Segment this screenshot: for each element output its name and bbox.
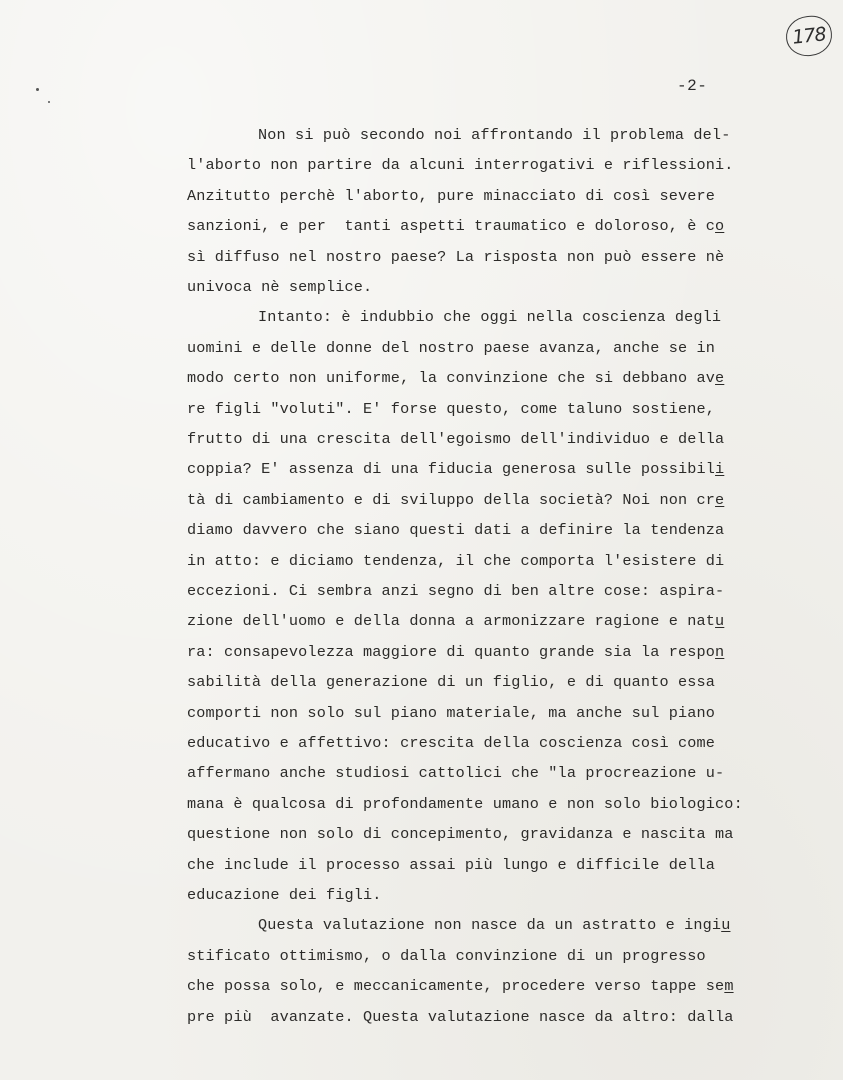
text-line: Questa valutazione non nasce da un astratto e ingiu	[258, 916, 731, 935]
text-line: modo certo non uniforme, la convinzione che si debbano ave	[187, 369, 725, 388]
text-line: coppia? E' assenza di una fiducia generosa sulle possibili	[187, 460, 725, 479]
text-line: educazione dei figli.	[187, 886, 382, 904]
text-line: Anzitutto perchè l'aborto, pure minacciato di così severe	[187, 186, 716, 205]
text-line: frutto di una crescita dell'egoismo dell'individuo e della	[187, 430, 725, 448]
underlined-hyphenation: u	[721, 916, 731, 935]
stray-ink-mark	[36, 88, 39, 91]
underlined-hyphenation: n	[715, 642, 725, 661]
text-line: zione dell'uomo e della donna a armonizzare ragione e natu	[187, 612, 725, 631]
underlined-hyphenation: e	[715, 369, 725, 388]
text-line: sì diffuso nel nostro paese? La risposta non può essere nè	[187, 247, 725, 266]
underlined-hyphenation: u	[715, 612, 725, 631]
page-number: -2-	[677, 77, 708, 95]
text-line: educativo e affettivo: crescita della coscienza così come	[187, 734, 716, 752]
text-line: in atto: e diciamo tendenza, il che comporta l'esistere di	[187, 551, 725, 570]
archive-stamp	[784, 14, 834, 59]
stray-ink-mark	[48, 101, 50, 103]
text-line: tà di cambiamento e di sviluppo della società? Noi non cre	[187, 490, 725, 509]
text-line: Non si può secondo noi affrontando il problema del-	[258, 126, 731, 144]
underlined-hyphenation: e	[715, 490, 725, 509]
text-line: sabilità della generazione di un figlio, e di quanto essa	[187, 673, 716, 692]
text-line: univoca nè semplice.	[187, 278, 373, 296]
underlined-hyphenation: o	[715, 217, 725, 236]
text-line: questione non solo di concepimento, gravidanza e nascita ma	[187, 825, 734, 844]
text-line: re figli "voluti". E' forse questo, come taluno sostiene,	[187, 399, 716, 418]
text-line: sanzioni, e per tanti aspetti traumatico e doloroso, è co	[187, 217, 725, 236]
text-line: stificato ottimismo, o dalla convinzione di un progresso	[187, 946, 706, 965]
text-line: mana è qualcosa di profondamente umano e non solo biologico:	[187, 794, 743, 813]
text-line: pre più avanzate. Questa valutazione nasce da altro: dalla	[187, 1007, 734, 1026]
text-line: diamo davvero che siano questi dati a definire la tendenza	[187, 521, 725, 540]
underlined-hyphenation: m	[724, 977, 734, 996]
text-line: Intanto: è indubbio che oggi nella coscienza degli	[258, 308, 722, 327]
underlined-hyphenation: i	[715, 460, 725, 479]
text-line: affermano anche studiosi cattolici che "la procreazione u-	[187, 764, 725, 783]
text-line: uomini e delle donne del nostro paese avanza, anche se in	[187, 338, 716, 357]
text-line: che possa solo, e meccanicamente, procedere verso tappe sem	[187, 977, 734, 996]
text-line: che include il processo assai più lungo e difficile della	[187, 855, 716, 874]
text-line: ra: consapevolezza maggiore di quanto grande sia la respon	[187, 642, 725, 661]
text-line: eccezioni. Ci sembra anzi segno di ben altre cose: aspira-	[187, 582, 725, 600]
text-line: comporti non solo sul piano materiale, ma anche sul piano	[187, 703, 716, 722]
archive-stamp-number: 178	[791, 23, 827, 49]
text-line: l'aborto non partire da alcuni interrogativi e riflessioni.	[187, 156, 734, 175]
